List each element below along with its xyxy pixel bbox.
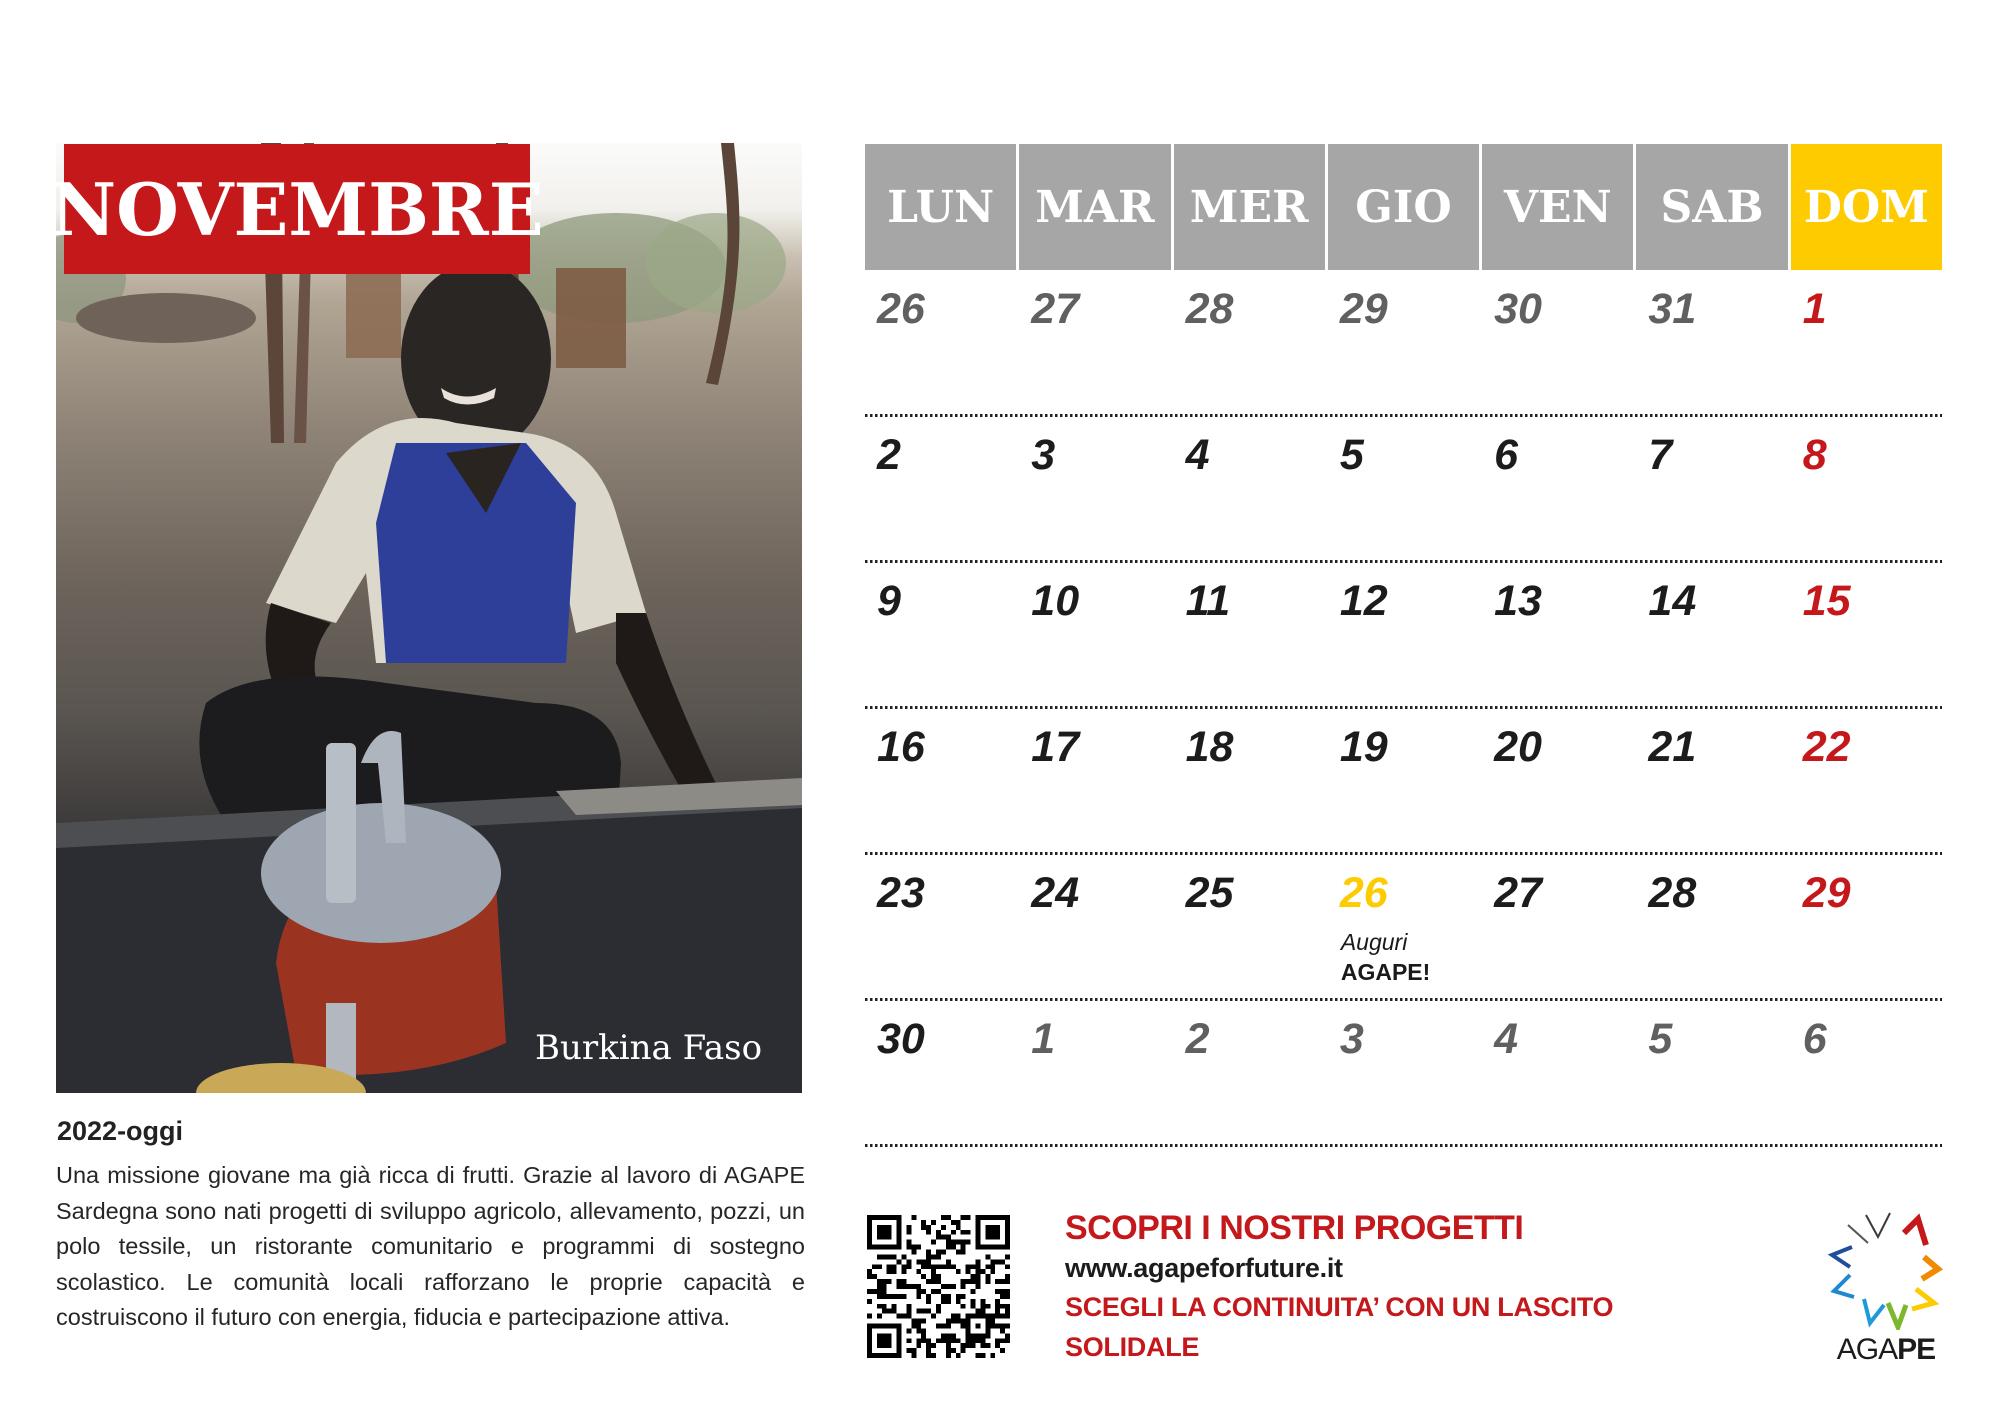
calendar-day-cell[interactable]	[1019, 1001, 1170, 1147]
day-event-note	[1341, 927, 1430, 987]
day-number: 21	[1648, 723, 1697, 771]
calendar-day-cell[interactable]	[865, 855, 1016, 1001]
day-number: 29	[1339, 285, 1388, 333]
day-number: 4	[1494, 1015, 1519, 1063]
day-number: 22	[1802, 723, 1851, 771]
weekday-thu: GIO	[1328, 144, 1479, 270]
calendar-day-cell[interactable]	[865, 271, 1016, 417]
day-number: 10	[1031, 577, 1080, 625]
day-number: 1	[1031, 1015, 1056, 1063]
day-number: 1	[1802, 285, 1827, 333]
calendar-week-row	[865, 1001, 1942, 1147]
calendar-day-cell[interactable]	[1174, 709, 1325, 855]
calendar-day-cell[interactable]	[1482, 417, 1633, 563]
calendar-day-cell[interactable]	[1791, 1001, 1942, 1147]
calendar-day-cell[interactable]	[1328, 563, 1479, 709]
weekday-fri: VEN	[1482, 144, 1633, 270]
calendar-day-cell[interactable]	[1174, 271, 1325, 417]
calendar-week-row	[865, 271, 1942, 417]
calendar-day-cell[interactable]	[1174, 417, 1325, 563]
day-number: 9	[877, 577, 901, 625]
calendar-day-cell[interactable]	[1328, 709, 1479, 855]
day-number: 12	[1339, 577, 1388, 625]
calendar-day-cell[interactable]	[1174, 855, 1325, 1001]
day-number: 18	[1185, 723, 1234, 771]
day-number: 2	[877, 431, 901, 479]
day-number: 29	[1802, 869, 1851, 917]
calendar-day-cell[interactable]	[1482, 271, 1633, 417]
calendar-day-cell[interactable]	[1328, 1001, 1479, 1147]
month-title-banner	[50, 144, 544, 274]
photo-illustration	[56, 143, 802, 1093]
calendar-day-cell[interactable]	[1791, 709, 1942, 855]
day-number: 23	[877, 869, 925, 917]
calendar-day-cell[interactable]	[1791, 417, 1942, 563]
day-number: 24	[1031, 869, 1080, 917]
calendar-day-cell[interactable]	[1791, 855, 1942, 1001]
agape-star-icon	[1826, 1205, 1946, 1330]
calendar-day-cell[interactable]	[1019, 709, 1170, 855]
calendar-day-cell[interactable]	[865, 709, 1016, 855]
day-number: 13	[1494, 577, 1542, 625]
day-number: 3	[1031, 431, 1056, 479]
event-note-line-1: Auguri	[1340, 929, 1408, 955]
day-number: 3	[1339, 1015, 1364, 1063]
calendar-week-row	[865, 709, 1942, 855]
promo-block	[1065, 1207, 1613, 1367]
day-number: 27	[1494, 869, 1542, 917]
day-number: 4	[1185, 431, 1210, 479]
calendar-day-cell[interactable]	[1482, 855, 1633, 1001]
calendar-grid	[865, 271, 1942, 1147]
calendar-day-cell[interactable]	[1174, 563, 1325, 709]
day-number: 28	[1185, 285, 1234, 333]
calendar-day-cell[interactable]	[1019, 563, 1170, 709]
day-number: 8	[1802, 431, 1827, 479]
calendar-day-cell[interactable]	[1482, 709, 1633, 855]
calendar-week-row	[865, 417, 1942, 563]
day-number: 19	[1339, 723, 1388, 771]
weekday-sun: DOM	[1791, 144, 1942, 270]
day-number: 26	[877, 285, 925, 333]
day-number: 26	[1339, 869, 1388, 917]
day-number: 6	[1802, 1015, 1827, 1063]
month-title: NOVEMBRE	[50, 166, 544, 252]
day-number: 14	[1648, 577, 1697, 625]
calendar-week-row	[865, 855, 1942, 1001]
calendar-day-cell[interactable]	[1174, 1001, 1325, 1147]
day-number: 27	[1031, 285, 1080, 333]
photo-caption: Burkina Faso	[535, 1028, 763, 1068]
weekday-sat: SAB	[1636, 144, 1787, 270]
calendar-day-cell[interactable]	[1019, 855, 1170, 1001]
calendar-day-cell[interactable]	[1328, 271, 1479, 417]
logo-text-bold: PE	[1897, 1333, 1936, 1366]
calendar-day-cell[interactable]	[865, 1001, 1016, 1147]
calendar-day-cell[interactable]	[865, 563, 1016, 709]
description-body	[56, 1158, 805, 1336]
calendar-day-cell[interactable]	[1791, 271, 1942, 417]
day-number: 16	[877, 723, 925, 771]
day-number: 5	[1648, 1015, 1673, 1063]
month-photo	[56, 143, 802, 1093]
day-number: 17	[1031, 723, 1080, 771]
calendar-day-cell[interactable]	[1636, 855, 1787, 1001]
description-text: Una missione giovane ma già ricca di frutti. Grazie al lavoro di AGAPE Sardegna sono nati progetti di sviluppo agricolo, allevamento, pozzi, un polo tessile, un ristorante comunitario e programmi di sostegno scolastico. Le comunità locali rafforzano le proprie capacità e costruiscono il futuro con energia, fiducia e partecipazione attiva.	[56, 1162, 805, 1330]
qr-code-icon[interactable]	[867, 1215, 1010, 1358]
calendar-day-cell[interactable]	[865, 417, 1016, 563]
weekday-tue: MAR	[1019, 144, 1170, 270]
calendar-day-cell[interactable]	[1636, 1001, 1787, 1147]
weekday-mon: LUN	[865, 144, 1016, 270]
calendar-day-cell[interactable]	[1791, 563, 1942, 709]
day-number: 2	[1185, 1015, 1210, 1063]
day-number: 7	[1648, 431, 1673, 479]
day-number: 31	[1648, 285, 1697, 333]
calendar-day-cell[interactable]	[1636, 563, 1787, 709]
agape-wordmark	[1826, 1333, 1946, 1367]
day-number: 28	[1648, 869, 1697, 917]
day-number: 30	[877, 1015, 925, 1063]
day-number: 30	[1494, 285, 1542, 333]
bequest-line-1: SCEGLI LA CONTINUITA’ CON UN LASCITO	[1065, 1292, 1614, 1322]
calendar-day-cell[interactable]	[1482, 1001, 1633, 1147]
weekday-wed: MER	[1174, 144, 1325, 270]
calendar-day-cell[interactable]	[1328, 855, 1479, 1001]
promo-title: SCOPRI I NOSTRI PROGETTI	[1065, 1209, 1524, 1247]
calendar-day-cell[interactable]	[1482, 563, 1633, 709]
calendar-day-cell[interactable]	[1328, 417, 1479, 563]
website-link[interactable]: www.agapeforfuture.it	[1065, 1253, 1343, 1283]
description-title: 2022-oggi	[57, 1116, 184, 1146]
calendar-day-cell[interactable]	[1636, 417, 1787, 563]
calendar-day-cell[interactable]	[1019, 271, 1170, 417]
logo-text-light: AGA	[1836, 1333, 1898, 1366]
day-number: 25	[1185, 869, 1234, 917]
day-number: 15	[1802, 577, 1851, 625]
day-number: 11	[1185, 577, 1231, 625]
event-note-line-2: AGAPE!	[1340, 959, 1431, 985]
agape-logo	[1826, 1205, 1946, 1365]
day-number: 5	[1339, 431, 1364, 479]
day-number: 6	[1494, 431, 1519, 479]
calendar-day-cell[interactable]	[1636, 709, 1787, 855]
day-number: 20	[1494, 723, 1542, 771]
bequest-line-2: SOLIDALE	[1065, 1332, 1200, 1362]
calendar-day-cell[interactable]	[1636, 271, 1787, 417]
calendar-week-row	[865, 563, 1942, 709]
weekday-header	[865, 144, 1942, 270]
calendar-day-cell[interactable]	[1019, 417, 1170, 563]
